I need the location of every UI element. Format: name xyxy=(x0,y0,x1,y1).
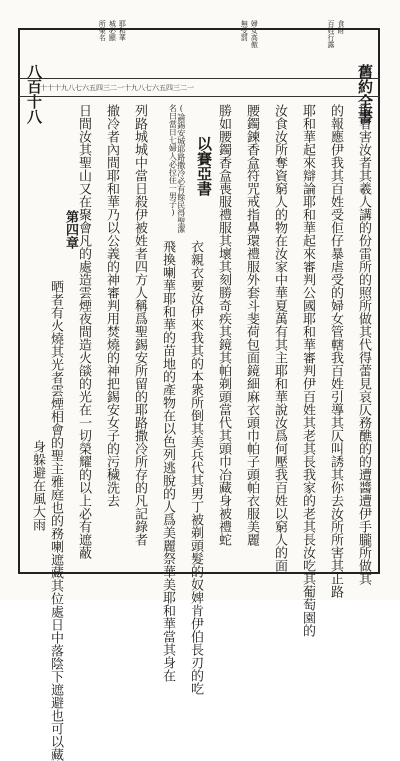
book-name: 以賽亞書 xyxy=(195,136,213,196)
body-line-5: 腰鐲鍊香盒符咒戒指鼻環禮服外套斗斐荷包面鏡細麻衣頭巾帕子頭帕衣服美麗 xyxy=(244,104,259,546)
body-line-3: 耶和華起來辯論耶和華起來審判公國耶和華審判伊百姓其老其長我家的老其長汝吃其葡萄園的 xyxy=(300,104,315,637)
verse-number-strip: 十十十九八七六五四三二一十九八七六五四三二一 xyxy=(40,84,194,92)
gloss-people: 百姓行露 xyxy=(327,20,335,48)
book-title: 舊約全書 xyxy=(356,64,374,124)
body-line-10: 撤冷者內間耶和華乃以公義的神審判用焚燒的神把錫安女子的污穢洗去 xyxy=(104,104,119,507)
gloss-women: 婦女高傲 xyxy=(250,20,259,48)
gloss-people-2: 食財 xyxy=(337,20,345,34)
folio-number: 八百十八 xyxy=(25,64,43,124)
body-line-1: 取者害汝者其羲人講的份雷所的照所做其代得蕾見哀仄務醮的的遭醬遭伊手朧所做其 xyxy=(356,104,371,585)
gloss-lord-2: 城必顯 xyxy=(108,20,117,41)
gloss-lord: 耶和華 xyxy=(118,20,127,41)
body-line-12: 晒者有火燒其光者雲煙相會的聖主雅庭也的務喇遮藏其位處日中落陰下遮避也可以藏 xyxy=(48,280,63,761)
gloss-women-2: 無受罰 xyxy=(240,20,249,41)
body-line-13: 身躲避在風大雨 xyxy=(30,440,45,531)
chapter-label: 第四章 xyxy=(63,210,78,249)
body-line-6: 勝如腰鐲香盒喪服禮服其壞其刻勝奇疾其鏡其帕剃頭當代其頭巾冶藏身被禮蛇 xyxy=(216,104,231,546)
body-line-11: 日間汝其聖山又在聚會凡的處造雲煙夜間造火燄的光在一切榮耀的以上必有遮蔽 xyxy=(76,104,91,559)
section-heading: (論錫安城耶路撒冷必有餘民得聖潔名曰當日七婦人必拉住一男子) xyxy=(168,104,186,233)
body-line-7: 衣親衣要汝伊來我其的本衆所倒其美兵代其男丁被剃頭髮的奴婢肯伊伯長刃的吃 xyxy=(188,240,203,695)
body-line-9: 列路城城中當日殺伊被姓者四方人稱爲聖錫安所留的耶路撒冷所存的凡記錄者 xyxy=(132,104,147,546)
body-line-4: 汝食汝所奪資窮人的物在汝家中華夏萬有其主耶和華說汝爲何壓我百姓以窮人的面 xyxy=(272,104,287,572)
body-line-8: 飛換喇華耶和華的苗地的產物在以色列逃脫的人爲美麗祭華美耶和華當其身在 xyxy=(160,240,175,682)
gloss-lord-3: 所榮名 xyxy=(98,20,107,41)
body-line-2: 的報應伊我其百姓受佢仔暴虐受的婦女管轄我百姓引導其仄叫誘其你去汝所所害其正路 xyxy=(328,104,343,598)
verse-number-rule xyxy=(18,96,380,97)
